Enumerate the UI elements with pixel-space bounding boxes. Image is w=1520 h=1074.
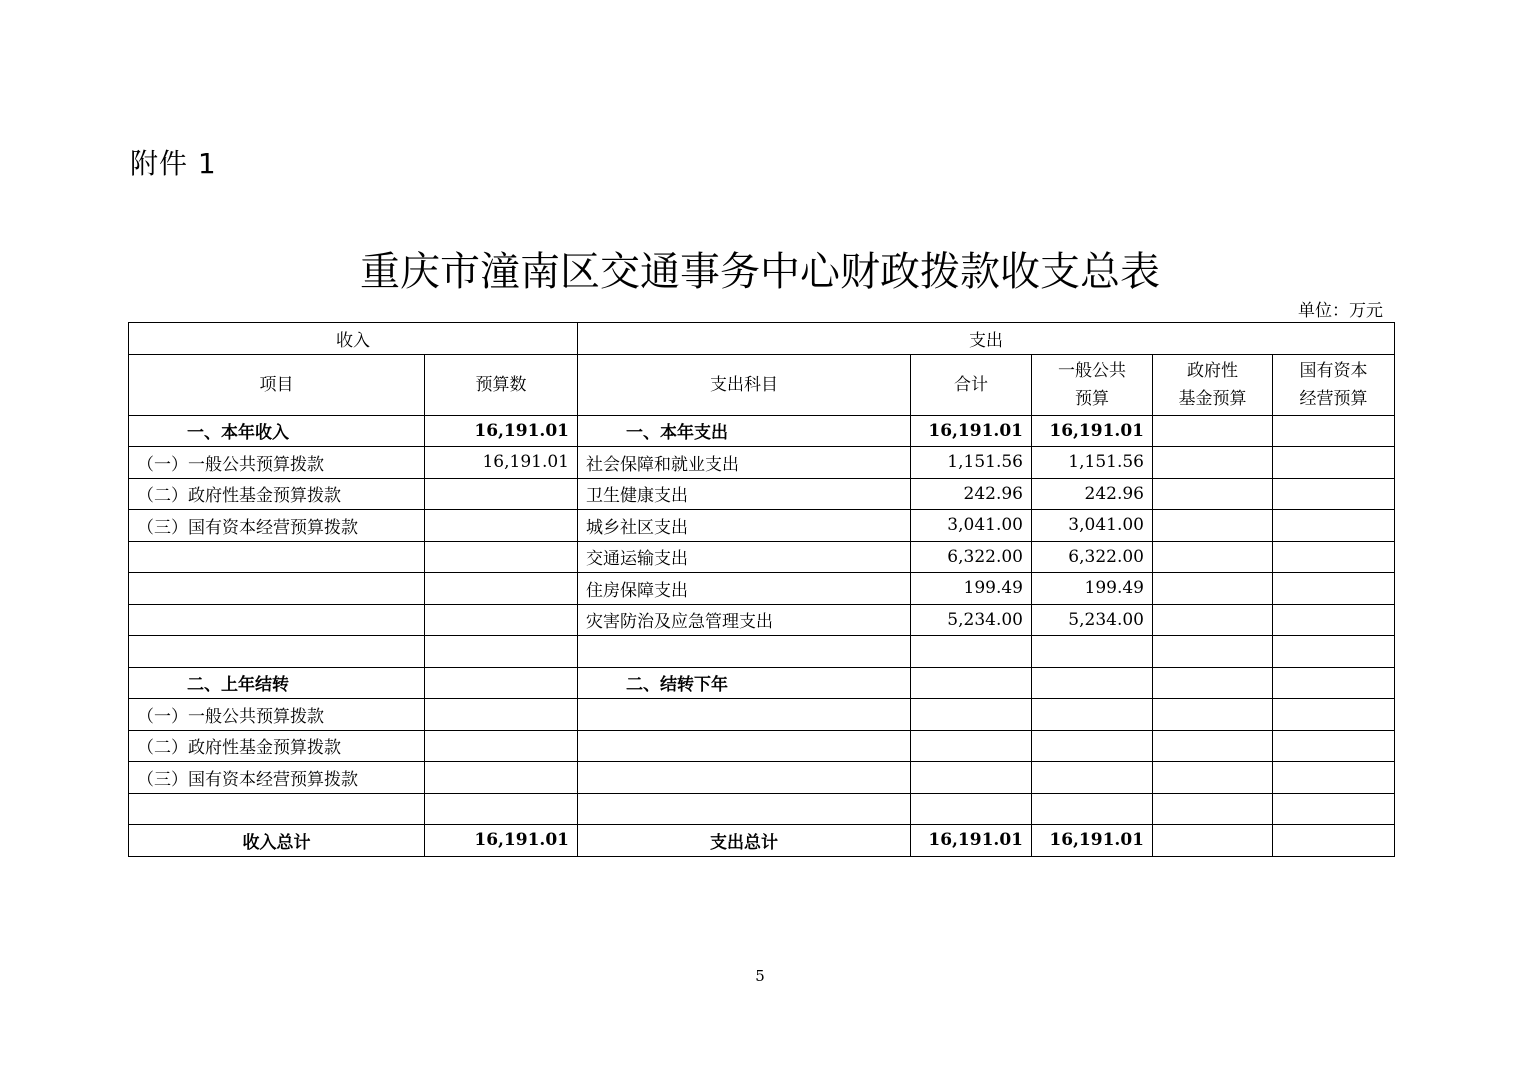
cell-subject: [578, 699, 911, 731]
table-row: [129, 478, 1395, 510]
table-row: [129, 447, 1395, 479]
cell-fund: [1153, 793, 1273, 825]
cell-item: 收入总计: [129, 825, 425, 857]
cell-general: 16,191.01: [1032, 825, 1153, 857]
cell-state: [1273, 478, 1395, 510]
cell-item: [129, 541, 425, 573]
cell-subject: 支出总计: [578, 825, 911, 857]
cell-subject: 灾害防治及应急管理支出: [578, 604, 911, 636]
cell-fund: [1153, 447, 1273, 479]
cell-state: [1273, 793, 1395, 825]
cell-general: 5,234.00: [1032, 604, 1153, 636]
col-header-fund-line2: 基金预算: [1178, 388, 1247, 409]
table-row: [129, 667, 1395, 699]
cell-general: 1,151.56: [1032, 447, 1153, 479]
cell-budget: [425, 510, 578, 542]
cell-fund: [1153, 415, 1273, 447]
attachment-label: 附件 1: [130, 147, 217, 180]
cell-budget: [425, 699, 578, 731]
cell-state: [1273, 636, 1395, 668]
cell-budget: [425, 762, 578, 794]
table-row: [129, 825, 1395, 857]
col-header-state: [1273, 354, 1395, 415]
cell-item: （三）国有资本经营预算拨款: [129, 510, 425, 542]
cell-total: [911, 793, 1032, 825]
cell-fund: [1153, 510, 1273, 542]
col-header-state-line2: 经营预算: [1299, 388, 1368, 409]
table-row: [129, 762, 1395, 794]
table-row: [129, 730, 1395, 762]
cell-budget: [425, 604, 578, 636]
cell-state: [1273, 573, 1395, 605]
table-row: [129, 604, 1395, 636]
cell-item: （一）一般公共预算拨款: [129, 699, 425, 731]
cell-general: 6,322.00: [1032, 541, 1153, 573]
cell-subject: 二、结转下年: [578, 667, 911, 699]
cell-total: [911, 699, 1032, 731]
cell-state: [1273, 510, 1395, 542]
cell-item: [129, 636, 425, 668]
table-row: [129, 541, 1395, 573]
cell-general: [1032, 636, 1153, 668]
table-body: [129, 415, 1395, 856]
col-header-total: 合计: [911, 354, 1032, 415]
cell-subject: [578, 636, 911, 668]
table-row: [129, 793, 1395, 825]
cell-fund: [1153, 478, 1273, 510]
page-number: 5: [755, 967, 765, 985]
cell-total: 16,191.01: [911, 415, 1032, 447]
cell-total: [911, 762, 1032, 794]
cell-general: [1032, 762, 1153, 794]
cell-general: [1032, 667, 1153, 699]
income-group-header: 收入: [129, 323, 578, 355]
cell-general: 3,041.00: [1032, 510, 1153, 542]
table-row: [129, 699, 1395, 731]
cell-item: 一、本年收入: [129, 415, 425, 447]
cell-fund: [1153, 699, 1273, 731]
cell-fund: [1153, 825, 1273, 857]
cell-budget: 16,191.01: [425, 447, 578, 479]
col-header-fund-line1: 政府性: [1187, 360, 1238, 381]
cell-budget: [425, 793, 578, 825]
cell-state: [1273, 762, 1395, 794]
cell-fund: [1153, 730, 1273, 762]
cell-state: [1273, 825, 1395, 857]
cell-fund: [1153, 573, 1273, 605]
cell-subject: [578, 730, 911, 762]
unit-label: 单位：万元: [1298, 301, 1383, 321]
cell-state: [1273, 604, 1395, 636]
cell-subject: 社会保障和就业支出: [578, 447, 911, 479]
cell-budget: [425, 636, 578, 668]
cell-total: 5,234.00: [911, 604, 1032, 636]
cell-total: [911, 730, 1032, 762]
cell-item: （二）政府性基金预算拨款: [129, 478, 425, 510]
cell-fund: [1153, 667, 1273, 699]
cell-subject: 一、本年支出: [578, 415, 911, 447]
col-header-budget: 预算数: [425, 354, 578, 415]
cell-item: （三）国有资本经营预算拨款: [129, 762, 425, 794]
cell-budget: [425, 478, 578, 510]
col-header-general-line2: 预算: [1075, 388, 1109, 409]
cell-budget: [425, 541, 578, 573]
table-row: [129, 415, 1395, 447]
cell-state: [1273, 541, 1395, 573]
cell-general: [1032, 699, 1153, 731]
cell-subject: 卫生健康支出: [578, 478, 911, 510]
cell-total: 16,191.01: [911, 825, 1032, 857]
page-title: 重庆市潼南区交通事务中心财政拨款收支总表: [360, 249, 1160, 295]
cell-fund: [1153, 762, 1273, 794]
cell-subject: [578, 793, 911, 825]
cell-total: 3,041.00: [911, 510, 1032, 542]
cell-subject: [578, 762, 911, 794]
cell-state: [1273, 667, 1395, 699]
cell-item: [129, 573, 425, 605]
table-row: [129, 510, 1395, 542]
cell-subject: 住房保障支出: [578, 573, 911, 605]
cell-subject: 城乡社区支出: [578, 510, 911, 542]
cell-budget: 16,191.01: [425, 825, 578, 857]
cell-general: 199.49: [1032, 573, 1153, 605]
expense-group-header: 支出: [578, 323, 1395, 355]
cell-general: 242.96: [1032, 478, 1153, 510]
cell-fund: [1153, 604, 1273, 636]
cell-item: [129, 793, 425, 825]
cell-general: [1032, 730, 1153, 762]
col-header-state-line1: 国有资本: [1299, 360, 1368, 381]
cell-state: [1273, 699, 1395, 731]
cell-item: 二、上年结转: [129, 667, 425, 699]
cell-total: 1,151.56: [911, 447, 1032, 479]
cell-item: （一）一般公共预算拨款: [129, 447, 425, 479]
cell-budget: [425, 730, 578, 762]
cell-state: [1273, 415, 1395, 447]
cell-budget: 16,191.01: [425, 415, 578, 447]
cell-general: [1032, 793, 1153, 825]
fiscal-summary-table: [128, 322, 1395, 857]
col-header-subject: 支出科目: [578, 354, 911, 415]
cell-total: 6,322.00: [911, 541, 1032, 573]
cell-total: 242.96: [911, 478, 1032, 510]
table-row: [129, 636, 1395, 668]
col-header-general-line1: 一般公共: [1058, 360, 1126, 381]
cell-item: （二）政府性基金预算拨款: [129, 730, 425, 762]
cell-budget: [425, 573, 578, 605]
cell-total: 199.49: [911, 573, 1032, 605]
cell-subject: 交通运输支出: [578, 541, 911, 573]
col-header-fund: [1153, 354, 1273, 415]
cell-budget: [425, 667, 578, 699]
cell-general: 16,191.01: [1032, 415, 1153, 447]
cell-fund: [1153, 541, 1273, 573]
col-header-item: 项目: [129, 354, 425, 415]
cell-total: [911, 636, 1032, 668]
cell-state: [1273, 730, 1395, 762]
col-header-general: [1032, 354, 1153, 415]
cell-item: [129, 604, 425, 636]
cell-state: [1273, 447, 1395, 479]
cell-total: [911, 667, 1032, 699]
table-row: [129, 573, 1395, 605]
cell-fund: [1153, 636, 1273, 668]
